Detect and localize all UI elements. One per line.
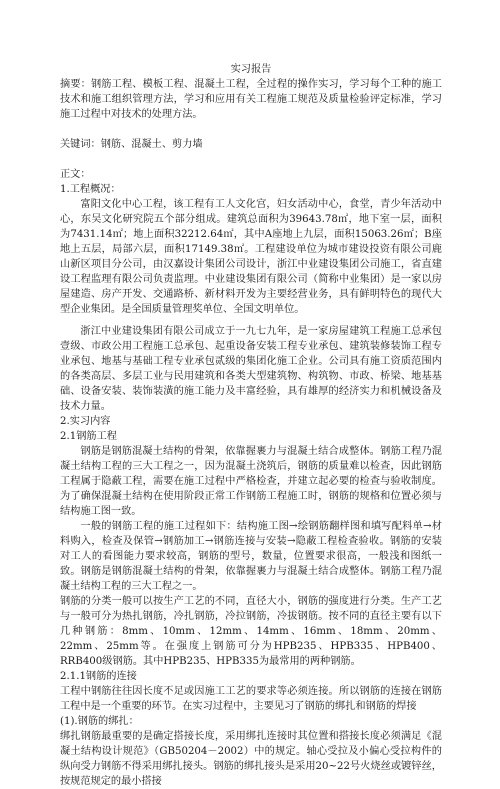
section-1-heading: 1.工程概况： [60, 184, 121, 195]
section-1-paragraph-1: 富阳文化中心工程，该工程有工人文化宫，妇女活动中心，食堂，青少年活动中心，东吴文化研究院五个部分组成。建筑总面积为39643.78㎡，地下室一层，面积为7431.14㎡；地上面积32212.64㎡，其中A座地上九层，面积15063.26㎡；B座地上五层，局部六层，面积17149.38㎡。工程建设单位为城市建设投资有限公司鹿山新区项目分公司，由汉嘉设计集团公司设计，浙江中业建设集团公司施工，省直建设工程监理有限公司负责监理。中业建设集团有限公司（简称中业集团）是一家以房屋建造、房产开发、交通路桥、新材料开发为主要经营业务，具有鲜明特色的现代大型企业集团。是全国质量管理奖单位、全国文明单位。 [60, 199, 442, 315]
section-2-1-1-paragraph-1: 工程中钢筋往往因长度不足或因施工工艺的要求等必须连接。所以钢筋的连接在钢筋工程中是一个重要的环节。在实习过程中，主要见习了钢筋的绑扎和钢筋的焊接 [60, 686, 442, 712]
keywords: 关键词：钢筋、混凝土、剪力墙 [60, 139, 203, 150]
abstract: 摘要：钢筋工程、模板工程、混凝土工程，全过程的操作实习，学习每个工种的施工技术和施工组织管理方法，学习和应用有关工程施工规范及质量检验评定标准，学习施工过程中对技术的处理方法。 [60, 79, 442, 120]
section-2-1-paragraph-3: 钢筋的分类一般可以按生产工艺的不同，直径大小，钢筋的强度进行分类。生产工艺与一般可分为热扎钢筋，冷扎钢筋，冷拉钢筋，冷拔钢筋。按不同的直径主要有以下几种钢筋：8mm、10mm、12mm、14mm、16mm、18mm、20mm、22mm、25mm等。在强度上钢筋可分为HPB235、HPB335、HPB400、RRB400级钢筋。其中HPB235、HPB335为最常用的两种钢筋。 [60, 596, 442, 667]
section-2-heading: 2.实习内容 [60, 416, 111, 427]
section-2-1-1-item-1: (1).钢筋的绑扎： [60, 716, 139, 727]
section-2-1-paragraph-2: 一般的钢筋工程的施工过程如下：结构施工图→绘钢筋翻样图和填写配料单→材料购入，检查及保管→钢筋加工→钢筋连接与安装→隐蔽工程检查验收。钢筋的安装对工人的看图能力要求较高，钢筋的型号，数量，位置要求很高，一般浅和图纸一致。钢筋是钢筋混凝土结构的骨架，依靠握裹力与混凝土结合成整体。钢筋工程乃混凝土结构工程的三大工程之一。 [60, 521, 442, 592]
page-title: 实习报告 [230, 64, 272, 75]
section-2-1-1-paragraph-2: 绑扎钢筋最重要的是确定搭接长度，采用绑扎连接时其位置和搭接长度必须满足《混凝土结构设计规范》（GB50204－2002）中的规定。轴心受拉及小偏心受拉构件的纵向受力钢筋不得采用绑扎接头。钢筋的绑扎接头是采用20~22号火烧丝或镀锌丝，按规范规定的最小搭接 [60, 731, 442, 787]
section-2-1-paragraph-1: 钢筋是钢筋混凝土结构的骨架，依靠握裹力与混凝土结合成整体。钢筋工程乃混凝土结构工程的三大工程之一，因为混凝土浇筑后，钢筋的质量难以检查，因此钢筋工程属于隐蔽工程，需要在施工过程中严格检查，并建立起必要的检查与验收制度。为了确保混凝土结构在使用阶段正常工作钢筋工程施工时，钢筋的规格和位置必须与结构施工图一致。 [60, 446, 442, 517]
section-2-1-1-heading: 2.1.1钢筋的连接 [60, 671, 137, 682]
section-2-1-heading: 2.1钢筋工程 [60, 431, 117, 442]
section-1-paragraph-2: 浙江中业建设集团有限公司成立于一九七九年，是一家房屋建筑工程施工总承包壹级、市政公用工程施工总承包、起重设备安装工程专业承包、建筑装修装饰工程专业承包、地基与基础工程专业承包贰级的集团化施工企业。公司具有施工资质范围内的各类高层、多层工业与民用建筑和各类大型建筑物、构筑物、市政、桥梁、地基基础、设备安装、装饰装潢的施工能力及丰富经验，具有雄厚的经济实力和机械设备及技术力量。 [60, 326, 442, 412]
body-heading: 正文： [60, 169, 91, 180]
document-page [60, 62, 442, 789]
